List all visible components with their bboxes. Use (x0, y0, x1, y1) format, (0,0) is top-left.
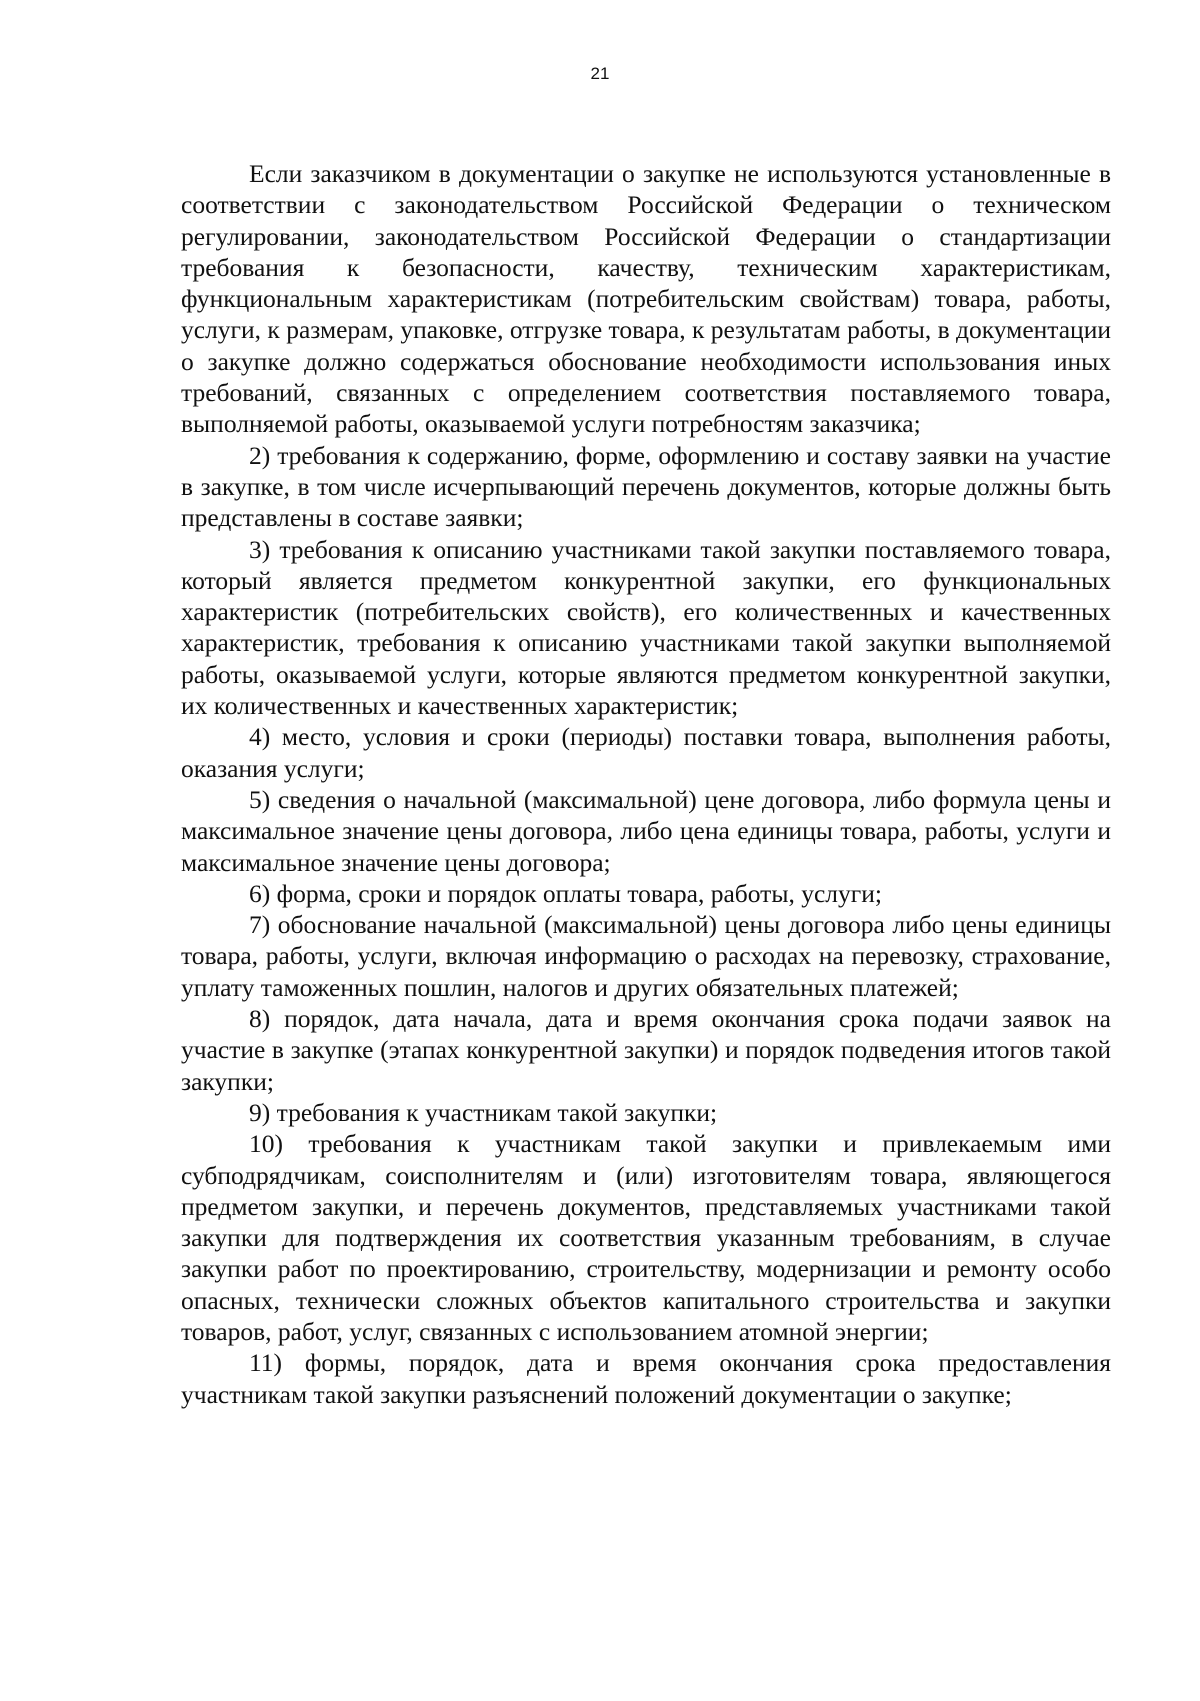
paragraph-item-11: 11) формы, порядок, дата и время окончания срока предоставления участникам такой закупки разъяснений положений документации о закупке; (181, 1348, 1111, 1409)
paragraph-intro: Если заказчиком в документации о закупке не используются установленные в соответствии с законодательством Российской Федерации о техническом регулировании, законодательством Российской Федерации о стандартизации требования к безопасности, качеству, техническим характеристикам, функциональным характеристикам (потребительским свойствам) товара, работы, услуги, к размерам, упаковке, отгрузке товара, к результатам работы, в документации о закупке должно содержаться обоснование необходимости использования иных требований, связанных с определением соответствия поставляемого товара, выполняемой работы, оказываемой услуги потребностям заказчика; (181, 159, 1111, 439)
paragraph-item-6: 6) форма, сроки и порядок оплаты товара, работы, услуги; (249, 878, 882, 908)
page-number: 21 (590, 64, 610, 83)
paragraph-item-3: 3) требования к описанию участниками такой закупки поставляемого товара, который является предметом конкурентной закупки, его функциональных характеристик (потребительских свойств), его количественных и качественных характеристик, требования к описанию участниками такой закупки выполняемой работы, оказываемой услуги, которые являются предметом конкурентной закупки, их количественных и качественных характеристик; (181, 534, 1111, 721)
paragraph-item-2: 2) требования к содержанию, форме, оформлению и составу заявки на участие в закупке, в том числе исчерпывающий перечень документов, которые должны быть представлены в составе заявки; (181, 440, 1111, 533)
paragraph-item-10: 10) требования к участникам такой закупки и привлекаемым ими субподрядчикам, соисполнителям и (или) изготовителям товара, являющегося предметом закупки, и перечень документов, представляемых участниками такой закупки для подтверждения их соответствия указанным требованиям, в случае закупки работ по проектированию, строительству, модернизации и ремонту особо опасных, технически сложных объектов капитального строительства и закупки товаров, работ, услуг, связанных с использованием атомной энергии; (181, 1129, 1111, 1346)
paragraph-item-9: 9) требования к участникам такой закупки; (249, 1097, 718, 1127)
paragraph-item-7: 7) обоснование начальной (максимальной) цены договора либо цены единицы товара, работы, услуги, включая информацию о расходах на перевозку, страхование, уплату таможенных пошлин, налогов и других обязательных платежей; (181, 910, 1111, 1002)
paragraph-item-8: 8) порядок, дата начала, дата и время окончания срока подачи заявок на участие в закупке (этапах конкурентной закупки) и порядок подведения итогов такой закупки; (181, 1004, 1111, 1096)
document-body (181, 158, 1111, 1410)
paragraph-item-4: 4) место, условия и сроки (периоды) поставки товара, выполнения работы, оказания услуги; (181, 722, 1111, 783)
paragraph-item-5: 5) сведения о начальной (максимальной) цене договора, либо формула цены и максимальное значение цены договора, либо цена единицы товара, работы, услуги и максимальное значение цены договора; (181, 784, 1111, 877)
